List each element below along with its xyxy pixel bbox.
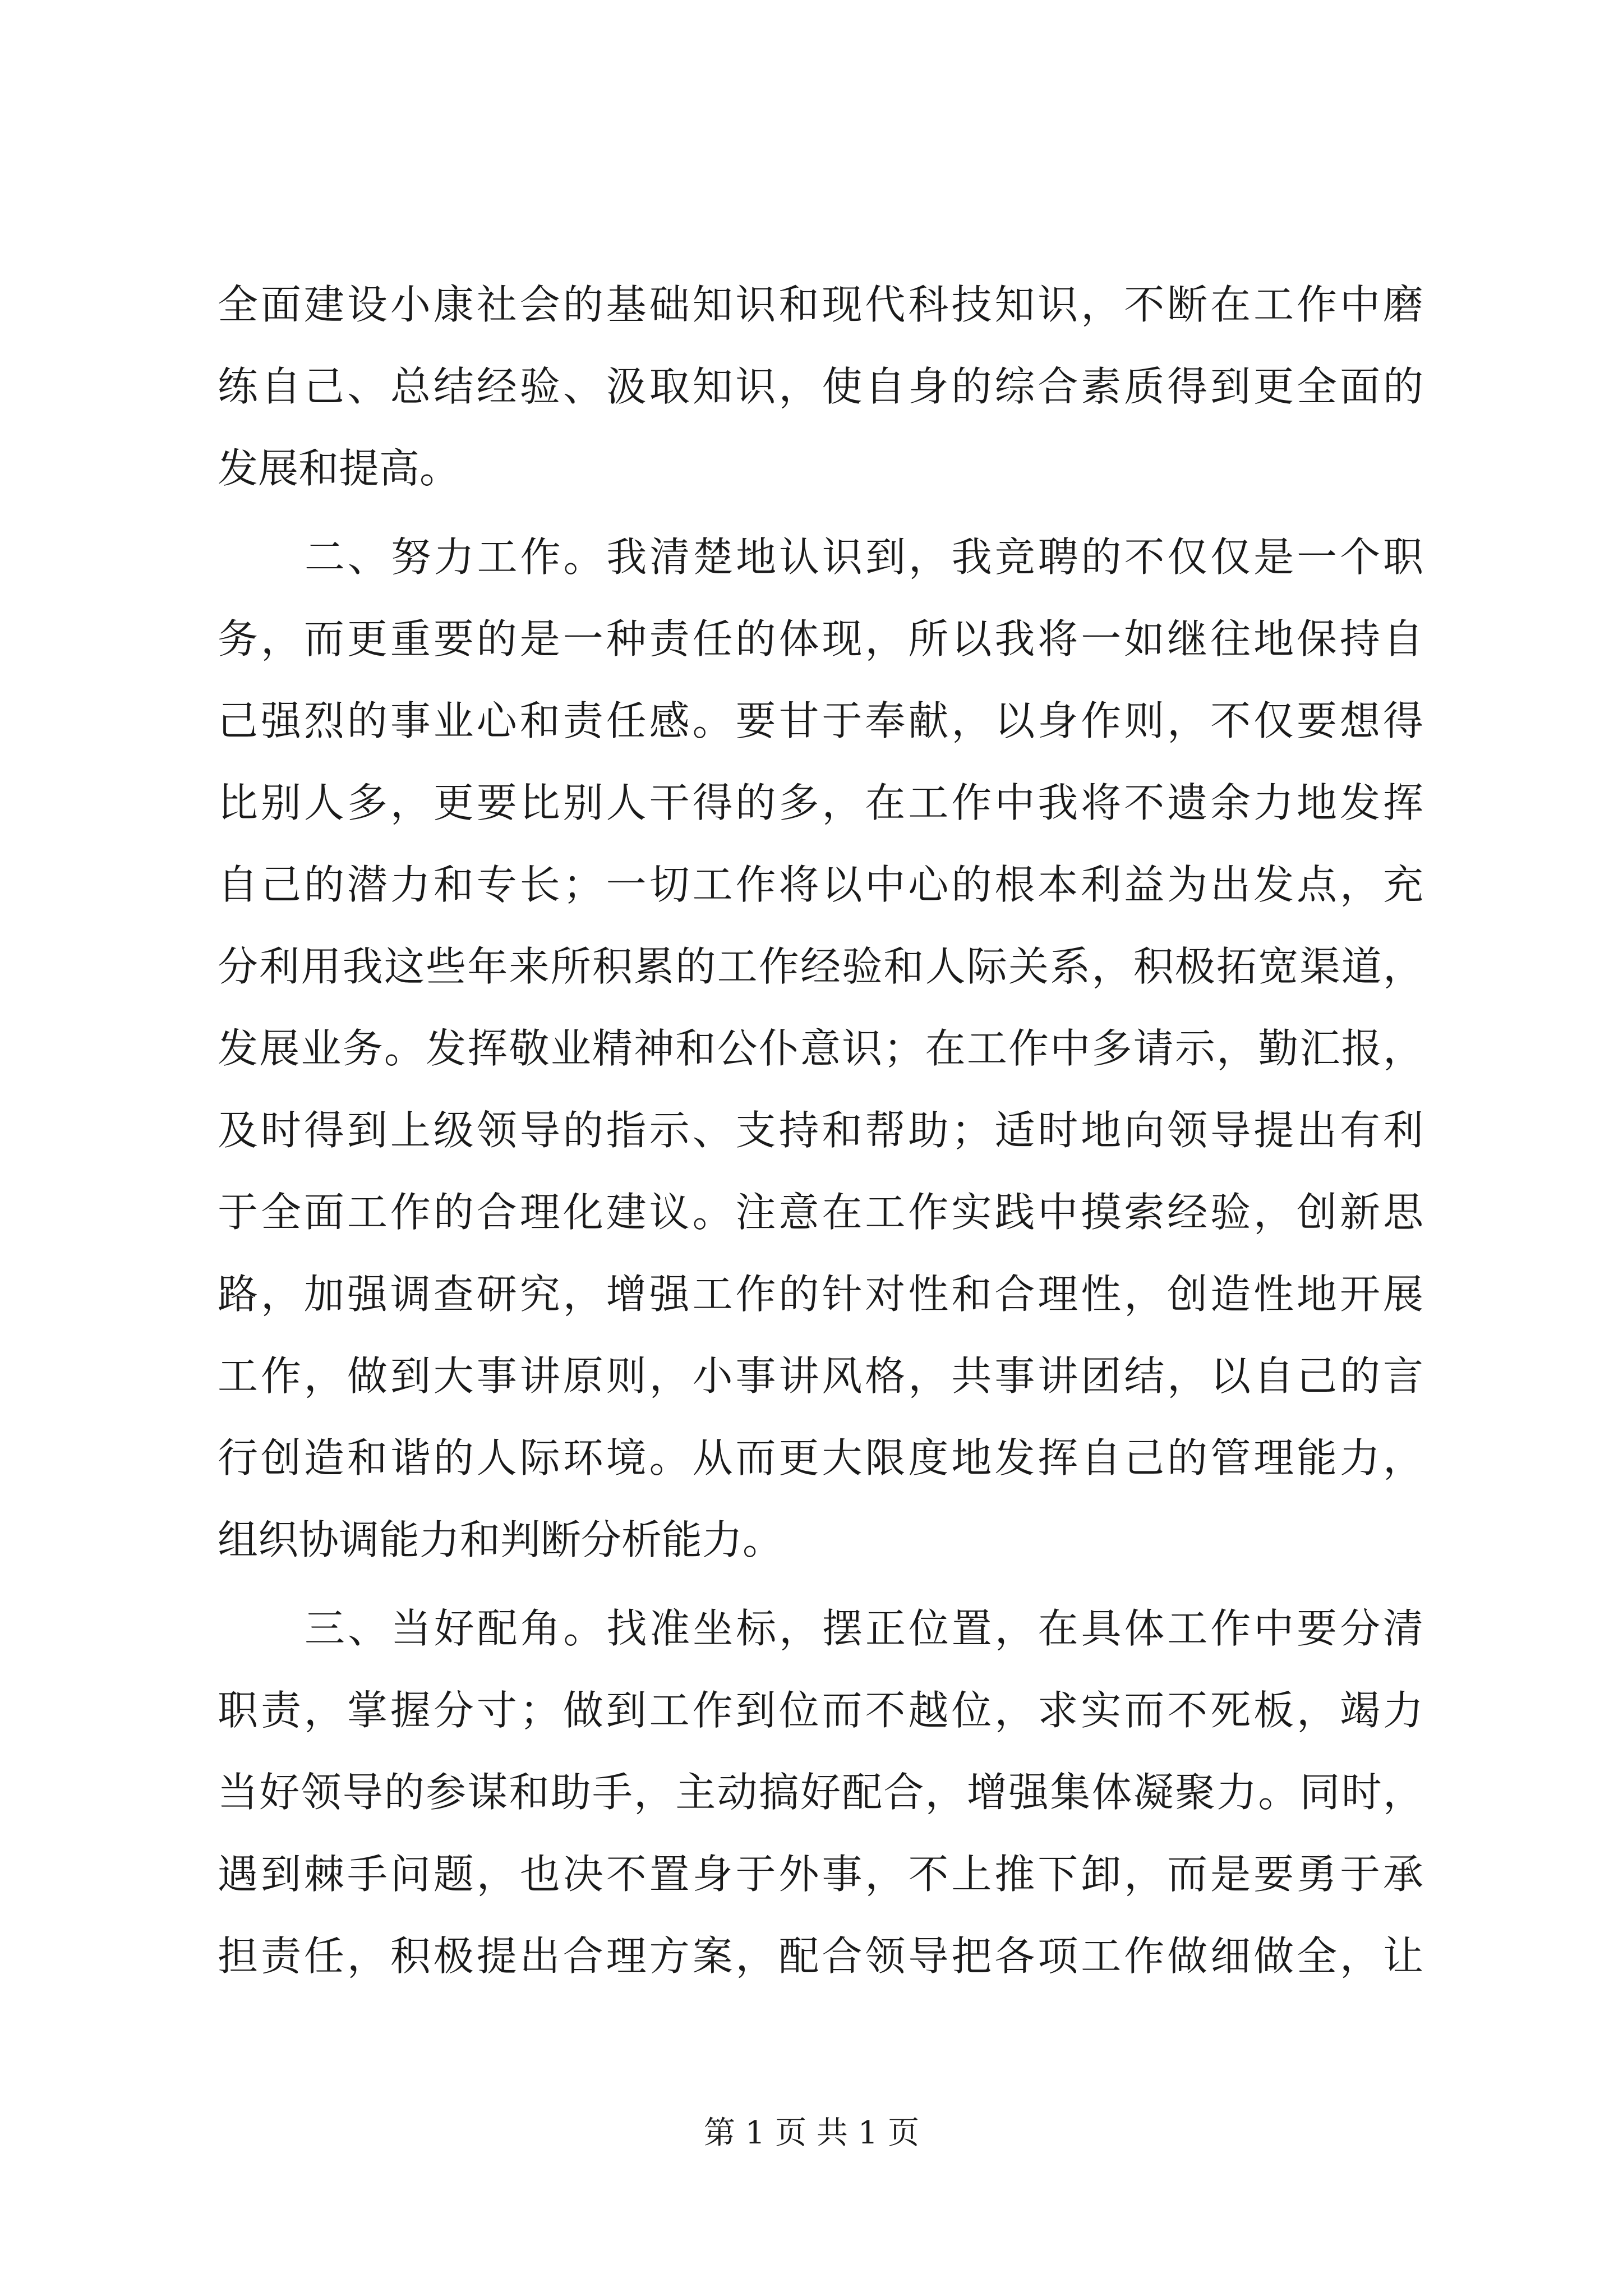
text-line: 行创造和谐的人际环境。从而更大限度地发挥自己的管理能力，	[218, 1434, 1423, 1481]
paragraph-2	[218, 516, 1423, 1581]
text-line: 发展和提高。	[218, 445, 460, 492]
text-line: 职责，掌握分寸；做到工作到位而不越位，求实而不死板，竭力	[218, 1687, 1423, 1734]
text-line: 分利用我这些年来所积累的工作经验和人际关系，积极拓宽渠道，	[218, 943, 1423, 990]
text-line: 及时得到上级领导的指示、支持和帮助；适时地向领导提出有利	[218, 1107, 1423, 1154]
text-line: 练自己、总结经验、汲取知识，使自身的综合素质得到更全面的	[218, 363, 1423, 410]
text-line: 工作，做到大事讲原则，小事讲风格，共事讲团结，以自己的言	[218, 1352, 1423, 1400]
text-line: 发展业务。发挥敬业精神和公仆意识；在工作中多请示，勤汇报，	[218, 1025, 1423, 1072]
text-line: 组织协调能力和判断分析能力。	[218, 1516, 783, 1563]
document-body	[218, 264, 1423, 1997]
text-line: 自己的潜力和专长；一切工作将以中心的根本利益为出发点，充	[218, 861, 1423, 908]
text-line: 路，加强调查研究，增强工作的针对性和合理性，创造性地开展	[218, 1271, 1423, 1318]
page-footer: 第 1 页 共 1 页	[703, 2115, 920, 2151]
text-line: 当好领导的参谋和助手，主动搞好配合，增强集体凝聚力。同时，	[218, 1769, 1423, 1816]
text-line: 全面建设小康社会的基础知识和现代科技知识，不断在工作中磨	[218, 281, 1423, 328]
text-line: 务，而更重要的是一种责任的体现，所以我将一如继往地保持自	[218, 615, 1423, 662]
text-line: 比别人多，更要比别人干得的多，在工作中我将不遗余力地发挥	[218, 779, 1423, 826]
text-line: 遇到棘手问题，也决不置身于外事，不上推下卸，而是要勇于承	[218, 1851, 1423, 1898]
text-line: 担责任，积极提出合理方案，配合领导把各项工作做细做全，让	[218, 1932, 1423, 1980]
text-line: 二、努力工作。我清楚地认识到，我竞聘的不仅仅是一个职	[305, 533, 1423, 581]
paragraph-1	[218, 264, 1423, 509]
text-line: 己强烈的事业心和责任感。要甘于奉献，以身作则，不仅要想得	[218, 697, 1423, 744]
text-line: 三、当好配角。找准坐标，摆正位置，在具体工作中要分清	[305, 1605, 1423, 1652]
paragraph-3	[218, 1588, 1423, 1997]
text-line: 于全面工作的合理化建议。注意在工作实践中摸索经验，创新思	[218, 1189, 1423, 1236]
